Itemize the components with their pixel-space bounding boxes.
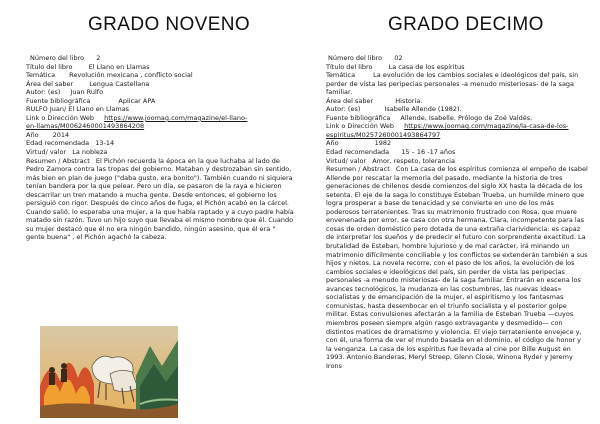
web-link[interactable]: https://www.joomag.com/magazine/el-llano- [104, 113, 248, 122]
year-row [326, 139, 588, 148]
book-number-label: Número del libro [30, 54, 85, 62]
book-title-value: El Llano en Llamas [88, 62, 150, 71]
book-title-label: Título del libro [326, 62, 373, 71]
link-row [326, 122, 588, 131]
book-record-left [26, 54, 294, 242]
area-label: Área del saber [26, 79, 74, 88]
author-label: Autor: (es) [326, 105, 361, 114]
book-title-value: La casa de los espíritus [388, 62, 465, 71]
source-continuation: RULFO Juan/ El Llano en Llamas [26, 105, 130, 114]
virtue-label: Virtud/ valor [26, 148, 67, 157]
book-number-row [326, 54, 588, 63]
source-label: Fuente bibliográfica [326, 113, 391, 122]
heading-grado-decimo: GRADO DECIMO [388, 14, 544, 35]
summary-text: El Pichón recuerda la época en la que luchaba al lado de Pedro Zamora contra las tropas del gobierno. Mataban y destrozaban sin sentido, más bien en plan de juego ("daba gusto, era bonito"). También cuando ni siquiera tenían bandera por la que pelear. Pero un día, se pasaron de la raya e hicieron descarrilar un tren matando a mucha gente. Desde entonces, el gobierno los persiguió con rigor. Después de cinco años de fuga, el Pichón acabó en la cárcel. Cuando salió, lo esperaba una mujer, a la que había raptado y a cuyo padre había matado sin razón. Tuvo un hijo suyo que llevaba el mismo nombre que él. Cuando su mujer destacó que él no era ningún bandido, ningún asesino, que él era " gente buena" , el Pichón agachó la cabeza. [26, 156, 294, 242]
source-row [26, 97, 294, 106]
book-number-row [26, 54, 294, 63]
summary-label: Resumen / Abstract [326, 165, 390, 174]
book-title-row [26, 63, 294, 72]
author-value: Juan Rulfo [70, 88, 104, 97]
theme-label: Temática [26, 71, 56, 80]
web-link-continuation[interactable]: en-llamas/M0062460001493864208 [26, 122, 145, 131]
virtue-row [326, 157, 588, 166]
age-label: Edad recomendada [326, 148, 390, 157]
theme-label: Temática [326, 71, 356, 80]
web-link[interactable]: https://www.joomag.com/magazine/la-casa-de-los- [404, 122, 569, 131]
source-row [326, 114, 588, 123]
theme-row [326, 71, 588, 97]
virtue-row [26, 148, 294, 157]
author-row [26, 88, 294, 97]
age-value: 15 – 16 -17 años [401, 148, 456, 157]
summary-label: Resumen / Abstract [26, 156, 90, 165]
book-number-value: 02 [394, 54, 403, 62]
summary-text: Con La casa de los espíritus comienza el empeño de Isabel Allende por rescatar la memoria del pasado, mediante la historia de tres generaciones de chilenos desde comienzos del siglo XX hasta la década de los setenta. El eje de la saga lo constituye Esteban Trueba, un humilde minero que logra prosperar a base de tenacidad y se convierte en uno de los más poderosos terratenientes. Tras su matrimonio frustrado con Rosa, que muere envenenada por error, se casa con otra hermana, Clara, incompetente para las cosas de orden doméstico pero dotada de una extraña clarividencia: es capaz de interpretar los sueños y de predecir el futuro con sorprendente exactitud. La brutalidad de Esteban, hombre lujurioso y de mal carácter, irá minando un matrimonio difícilmente conciliable y los conflictos se extenderán también a sus hijos y nietos. La novela recorre, con el paso de los años, la evolución de los cambios sociales e ideológicos del país, sin perder de vista las peripecias personales -a menudo misteriosas- de la saga familiar. Entrarán en escena los avances tecnológicos, la mudanza en las costumbres, las nuevas ideas» socialistas y de emancipación de la mujer, el espiritismo y los fantasmas comunistas, hasta desembocar en el triunfo socialista y el posterior golpe militar. Estas convulsiones afectarán a la familia de Esteban Trueba —cuyos miembros poseen siempre algún rasgo extravagante y desmedido— con distintos matices de dramatismo y violencia. El viejo terrateniente envejece y, con él, una forma de ver el mundo basada en el dominio, el código de honor y la venganza. La casa de los espíritus fue llevada al cine por Bille August en 1993. Antonio Banderas, Meryl Streep, Glenn Close, Winona Ryder y Jeremy Irons [326, 165, 588, 370]
age-row [326, 148, 588, 157]
source-value: Allende, Isabelle. Prólogo de Zoé Valdés. [400, 113, 533, 122]
age-row [26, 139, 294, 148]
link-label: Link o Dirección Web [26, 113, 95, 122]
year-label: Año [26, 130, 39, 139]
area-value: Historia. [395, 96, 423, 105]
age-value: 13-14 [95, 139, 115, 148]
theme-value: La evolución de los cambios sociales e ideológicos del país, sin perder de vista las peripecias personales -a menudo misteriosas- de la saga familiar. [326, 71, 579, 97]
link-label: Link o Dirección Web [326, 122, 395, 131]
book-cover-illustration [40, 326, 178, 418]
year-value: 1982 [374, 139, 392, 148]
year-label: Año [326, 139, 339, 148]
summary-block [326, 165, 588, 370]
area-row [26, 80, 294, 89]
area-row [326, 97, 588, 106]
author-row [326, 105, 588, 114]
area-label: Área del saber [326, 96, 374, 105]
author-value: Isabelle Allende (1982). [384, 105, 462, 114]
area-value: Lengua Castellana [89, 79, 150, 88]
summary-block [26, 157, 294, 242]
book-title-row [326, 63, 588, 72]
age-label: Edad recomendada [26, 139, 90, 148]
heading-grado-noveno: GRADO NOVENO [88, 14, 251, 35]
year-value: 2014 [52, 130, 70, 139]
virtue-value: La nobleza [72, 148, 108, 157]
virtue-label: Virtud/ valor [326, 156, 367, 165]
book-title-label: Título del libro [26, 62, 73, 71]
source-value: Aplicar APA [118, 96, 156, 105]
virtue-value: Amor, respeto, tolerancia [372, 156, 455, 165]
source-label: Fuente bibliográfica [26, 96, 91, 105]
year-row [26, 131, 294, 140]
author-label: Autor: (es) [26, 88, 61, 97]
link-row [26, 114, 294, 123]
theme-row [26, 71, 294, 80]
book-number-value: 2 [96, 54, 101, 62]
theme-value: Revolución mexicana , conflicto social [69, 71, 193, 80]
web-link-continuation[interactable]: espiritus/M0257260001493864797 [326, 130, 441, 139]
book-record-right [326, 54, 588, 370]
book-number-label: Número del libro [328, 54, 383, 62]
